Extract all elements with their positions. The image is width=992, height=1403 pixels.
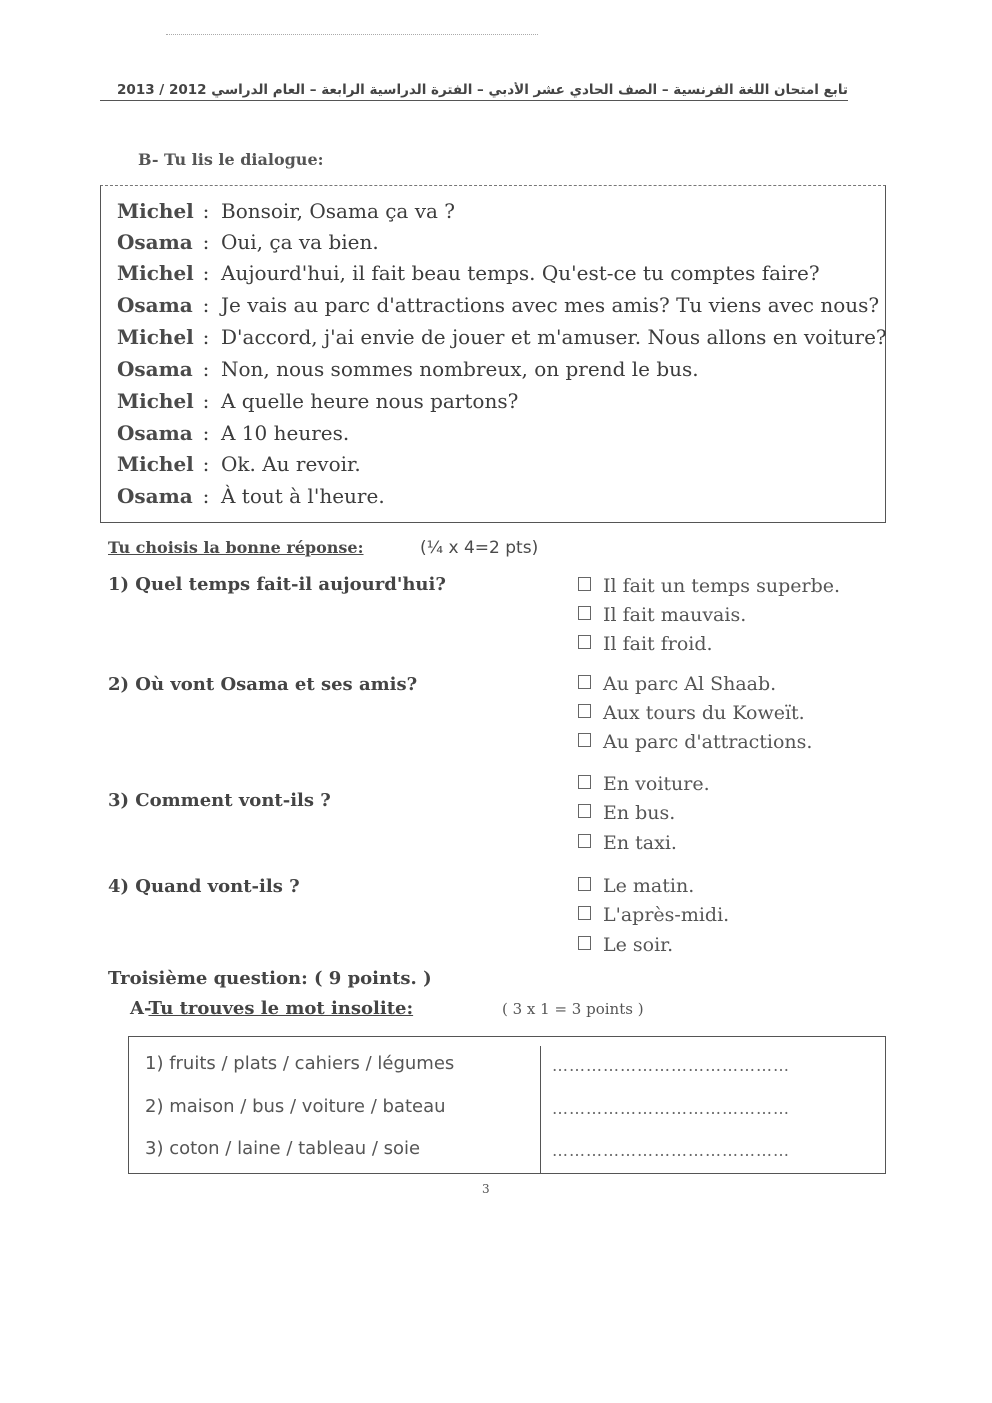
dialogue-line: Michel : Aujourd'hui, il fait beau temps. Qu'est-ce tu comptes faire? bbox=[117, 261, 820, 285]
table-divider bbox=[540, 1046, 541, 1174]
dialogue-line: Michel : Bonsoir, Osama ça va ? bbox=[117, 199, 456, 223]
dialogue-text: Oui, ça va bien. bbox=[221, 230, 379, 254]
dialogue-line: Michel : Ok. Au revoir. bbox=[117, 452, 361, 476]
third-question-title: Troisième question: ( 9 points. ) bbox=[108, 968, 432, 989]
speaker-name: Osama bbox=[117, 357, 193, 381]
answer-blank[interactable]: …………………………………… bbox=[552, 1141, 790, 1160]
speaker-name: Michel bbox=[117, 261, 194, 285]
dialogue-text: Non, nous sommes nombreux, on prend le bus. bbox=[221, 357, 699, 381]
speaker-name: Osama bbox=[117, 230, 193, 254]
answer-option[interactable]: Il fait mauvais. bbox=[578, 604, 746, 626]
dialogue-text: A quelle heure nous partons? bbox=[221, 389, 519, 413]
dialogue-line: Osama : Je vais au parc d'attractions avec mes amis? Tu viens avec nous? bbox=[117, 293, 880, 317]
part-a-points: ( 3 x 1 = 3 points ) bbox=[502, 1000, 644, 1018]
checkbox[interactable] bbox=[578, 733, 591, 747]
checkbox[interactable] bbox=[578, 877, 591, 891]
speaker-name: Michel bbox=[117, 325, 194, 349]
section-b-title: B- Tu lis le dialogue: bbox=[138, 150, 324, 169]
dialogue-text: Ok. Au revoir. bbox=[221, 452, 361, 476]
answer-option[interactable]: Aux tours du Koweït. bbox=[578, 702, 805, 724]
odd-word-row: 3) coton / laine / tableau / soie bbox=[145, 1138, 421, 1159]
answer-option[interactable]: Le soir. bbox=[578, 934, 673, 956]
checkbox[interactable] bbox=[578, 635, 591, 649]
scan-artifact-line bbox=[166, 34, 538, 35]
answer-option[interactable]: L'après-midi. bbox=[578, 904, 729, 926]
question-3: 3) Comment vont-ils ? bbox=[108, 790, 331, 811]
checkbox[interactable] bbox=[578, 906, 591, 920]
answer-option[interactable]: Au parc Al Shaab. bbox=[578, 673, 776, 695]
dialogue-text: D'accord, j'ai envie de jouer et m'amuser. Nous allons en voiture? bbox=[221, 325, 887, 349]
checkbox[interactable] bbox=[578, 704, 591, 718]
answer-option[interactable]: En voiture. bbox=[578, 773, 710, 795]
speaker-name: Osama bbox=[117, 484, 193, 508]
speaker-name: Osama bbox=[117, 293, 193, 317]
instruction-points: (¼ x 4=2 pts) bbox=[420, 538, 539, 558]
checkbox[interactable] bbox=[578, 577, 591, 591]
dialogue-text: Aujourd'hui, il fait beau temps. Qu'est-ce tu comptes faire? bbox=[221, 261, 820, 285]
dialogue-text: Bonsoir, Osama ça va ? bbox=[221, 199, 456, 223]
question-2: 2) Où vont Osama et ses amis? bbox=[108, 674, 418, 695]
answer-option[interactable]: En taxi. bbox=[578, 832, 677, 854]
dialogue-text: Je vais au parc d'attractions avec mes amis? Tu viens avec nous? bbox=[221, 293, 880, 317]
dialogue-line: Osama : Oui, ça va bien. bbox=[117, 230, 379, 254]
dialogue-line: Osama : A 10 heures. bbox=[117, 421, 350, 445]
dialogue-text: A 10 heures. bbox=[221, 421, 350, 445]
answer-option[interactable]: Il fait un temps superbe. bbox=[578, 575, 840, 597]
checkbox[interactable] bbox=[578, 775, 591, 789]
question-4: 4) Quand vont-ils ? bbox=[108, 876, 300, 897]
dialogue-line: Osama : Non, nous sommes nombreux, on prend le bus. bbox=[117, 357, 699, 381]
answer-option[interactable]: Il fait froid. bbox=[578, 633, 713, 655]
answer-blank[interactable]: …………………………………… bbox=[552, 1099, 790, 1118]
answer-option[interactable]: Au parc d'attractions. bbox=[578, 731, 812, 753]
dialogue-line: Osama : À tout à l'heure. bbox=[117, 484, 385, 508]
part-a-title: A-Tu trouves le mot insolite: bbox=[130, 998, 414, 1019]
dialogue-line: Michel : D'accord, j'ai envie de jouer et m'amuser. Nous allons en voiture? bbox=[117, 325, 887, 349]
checkbox[interactable] bbox=[578, 834, 591, 848]
dialogue-line: Michel : A quelle heure nous partons? bbox=[117, 389, 519, 413]
speaker-name: Michel bbox=[117, 199, 194, 223]
instruction-label: Tu choisis la bonne réponse: bbox=[108, 538, 364, 557]
checkbox[interactable] bbox=[578, 804, 591, 818]
odd-word-row: 2) maison / bus / voiture / bateau bbox=[145, 1096, 446, 1117]
odd-word-row: 1) fruits / plats / cahiers / légumes bbox=[145, 1053, 455, 1074]
speaker-name: Michel bbox=[117, 389, 194, 413]
checkbox[interactable] bbox=[578, 675, 591, 689]
checkbox[interactable] bbox=[578, 936, 591, 950]
answer-option[interactable]: Le matin. bbox=[578, 875, 694, 897]
question-1: 1) Quel temps fait-il aujourd'hui? bbox=[108, 574, 446, 595]
answer-blank[interactable]: …………………………………… bbox=[552, 1056, 790, 1075]
speaker-name: Osama bbox=[117, 421, 193, 445]
speaker-name: Michel bbox=[117, 452, 194, 476]
answer-option[interactable]: En bus. bbox=[578, 802, 675, 824]
checkbox[interactable] bbox=[578, 606, 591, 620]
dialogue-text: À tout à l'heure. bbox=[221, 484, 385, 508]
page-number: 3 bbox=[482, 1182, 490, 1196]
exam-header: تابع امتحان اللغة الفرنسية – الصف الحادي عشر الأدبي – الفترة الدراسية الرابعة – العام الدراسي 2012 / 2013 bbox=[100, 82, 848, 101]
